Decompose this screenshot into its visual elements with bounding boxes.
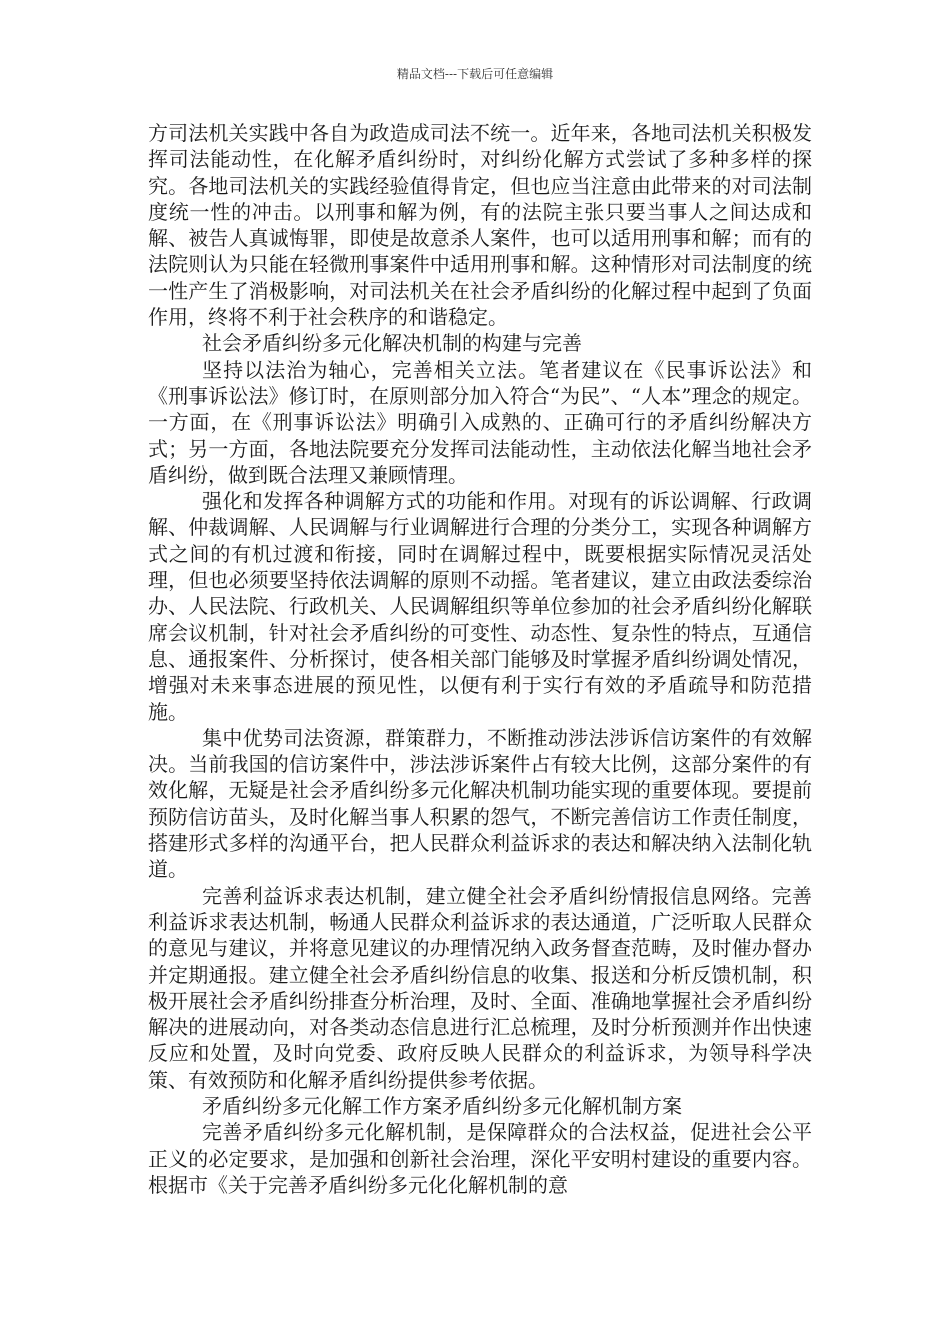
paragraph-continued: 方司法机关实践中各自为政造成司法不统一。近年来，各地司法机关积极发挥司法能动性，在化解矛盾纠纷时，对纠纷化解方式尝试了多种多样的探究。各地司法机关的实践经验值得肯定，但也应当注意由此带来的对司法制度统一性的冲击。以刑事和解为例，有的法院主张只要当事人之间达成和解、被告人真诚悔罪，即使是故意杀人案件，也可以适用刑事和解；而有的法院则认为只能在轻微刑事案件中适用刑事和解。这种情形对司法制度的统一性产生了消极影响，对司法机关在社会矛盾纠纷的化解过程中起到了负面作用，终将不利于社会秩序的和谐稳定。 [148,121,812,330]
section-heading: 社会矛盾纠纷多元化解决机制的构建与完善 [202,331,582,356]
paragraph: 完善矛盾纠纷多元化解机制，是保障群众的合法权益，促进社会公平正义的必定要求，是加强和创新社会治理，深化平安明村建设的重要内容。根据市《关于完善矛盾纠纷多元化化解机制的意 [148,1120,812,1197]
section-heading: 矛盾纠纷多元化解工作方案矛盾纠纷多元化解机制方案 [202,1093,682,1118]
page-header: 精品文档---下载后可任意编辑 [396,67,554,81]
paragraph: 集中优势司法资源，群策群力，不断推动涉法涉诉信访案件的有效解决。当前我国的信访案件中，涉法涉诉案件占有较大比例，这部分案件的有效化解，无疑是社会矛盾纠纷多元化解决机制功能实现的重要体现。要提前预防信访苗头，及时化解当事人积累的怨气，不断完善信访工作责任制度，搭建形式多样的沟通平台，把人民群众利益诉求的表达和解决纳入法制化轨道。 [148,725,812,882]
paragraph: 强化和发挥各种调解方式的功能和作用。对现有的诉讼调解、行政调解、仲裁调解、人民调解与行业调解进行合理的分类分工，实现各种调解方式之间的有机过渡和衔接，同时在调解过程中，既要根据实际情况灵活处理，但也必须要坚持依法调解的原则不动摇。笔者建议，建立由政法委综治办、人民法院、行政机关、人民调解组织等单位参加的社会矛盾纠纷化解联席会议机制，针对社会矛盾纠纷的可变性、动态性、复杂性的特点，互通信息、通报案件、分析探讨，使各相关部门能够及时掌握矛盾纠纷调处情况，增强对未来事态进展的预见性，以便有利于实行有效的矛盾疏导和防范措施。 [148,489,812,724]
document-body [148,120,812,1198]
paragraph: 完善利益诉求表达机制，建立健全社会矛盾纠纷情报信息网络。完善利益诉求表达机制，畅通人民群众利益诉求的表达通道，广泛听取人民群众的意见与建议，并将意见建议的办理情况纳入政务督查范畴，及时催办督办并定期通报。建立健全社会矛盾纠纷信息的收集、报送和分析反馈机制，积极开展社会矛盾纠纷排查分析治理，及时、全面、准确地掌握社会矛盾纠纷解决的进展动向，对各类动态信息进行汇总梳理，及时分析预测并作出快速反应和处置，及时向党委、政府反映人民群众的利益诉求，为领导科学决策、有效预防和化解矛盾纠纷提供参考依据。 [148,883,812,1092]
paragraph: 坚持以法治为轴心，完善相关立法。笔者建议在《民事诉讼法》和《刑事诉讼法》修订时，在原则部分加入符合“为民”、“人本”理念的规定。一方面，在《刑事诉讼法》明确引入成熟的、正确可行的矛盾纠纷解决方式；另一方面，各地法院要充分发挥司法能动性，主动依法化解当地社会矛盾纠纷，做到既合法理又兼顾情理。 [148,357,812,487]
